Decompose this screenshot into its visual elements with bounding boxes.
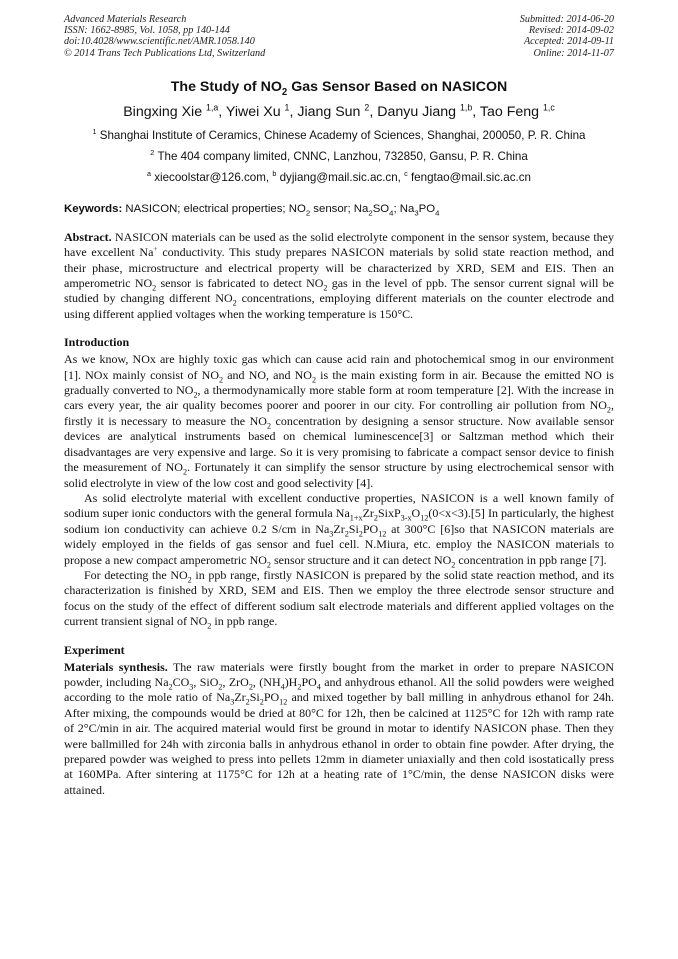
title-text-end: Gas Sensor Based on NASICON bbox=[287, 78, 508, 95]
subscript: 2 bbox=[266, 421, 272, 431]
subscript: 2 bbox=[219, 375, 224, 385]
text-run: NASICON; electrical properties; NO bbox=[122, 202, 306, 215]
text-run: in ppb range. bbox=[211, 614, 278, 629]
affiliation-1 bbox=[64, 128, 614, 143]
subscript: 2 bbox=[305, 208, 311, 218]
author-affiliation-mark: 1,a bbox=[206, 102, 219, 113]
text-run: O bbox=[411, 506, 421, 521]
email-mark: a bbox=[147, 168, 151, 178]
experiment-heading: Experiment bbox=[64, 642, 125, 657]
subscript: 3 bbox=[230, 697, 235, 707]
text-run: CO bbox=[172, 674, 190, 689]
author-affiliation-mark: 2 bbox=[364, 102, 370, 113]
email-link[interactable]: xiecoolstar@126.com bbox=[154, 170, 266, 184]
author-name: Yiwei Xu bbox=[225, 103, 281, 120]
author-list: Bingxing Xie $^{1,a}$, Yiwei Xu $^1$, Jiang Sun $^2$, Danyu Jiang $^{1,b}$, Tao Feng $^{1,c}$ bbox=[123, 102, 555, 120]
subscript: 2 bbox=[451, 559, 456, 569]
subscript: 1+x bbox=[349, 513, 363, 523]
subscript: 2 bbox=[311, 375, 317, 385]
subscript: 2 bbox=[323, 283, 328, 293]
journal-header bbox=[64, 14, 614, 59]
journal-issn: ISSN: 1662-8985, Vol. 1058, pp 140-144 bbox=[64, 25, 230, 37]
text-run: and mixed together by ball milling in anhydrous ethanol for 24h. After mixing, the compounds would be dried at 80°C for 12h, then be calcined at 1125°C for 12h with ramp rate of 2°C/min in air. The acquired material would first be ground in motar to identify NASICON phase. Then they were ballmilled for 24h with zirconia balls in anhydrous ethanol in order to obtain fine powder. After drying, the prepared powder was weighed to press into pellets 12mm in diameter uniaxially and then cold isostatically press at 160MPa. After sintering at 1175°C for 12h at a heating rate of 1°C/min, the dense NASICON disks were attained. bbox=[64, 690, 614, 797]
text-run: As solid electrolyte material with excellent conductive properties, NASICON is a well known family of sodium super ionic conductors with the general formula Na bbox=[64, 490, 614, 521]
paper-page bbox=[64, 14, 614, 798]
text-run: )H bbox=[284, 674, 298, 689]
subscript: 3 bbox=[189, 682, 194, 692]
text-run: and anhydrous ethanol. All the solid powders were weighed according to the mole ratio of Na bbox=[64, 674, 614, 705]
abstract-text bbox=[64, 230, 614, 321]
subscript: 12 bbox=[420, 513, 429, 523]
superscript: + bbox=[153, 244, 158, 254]
text-run: Si bbox=[249, 690, 260, 705]
materials-synthesis-paragraph bbox=[64, 660, 614, 799]
affiliation-2 bbox=[64, 149, 614, 164]
subscript: 3 bbox=[329, 529, 334, 539]
author-name: Danyu Jiang bbox=[377, 103, 457, 120]
subscript: 2 bbox=[373, 513, 378, 523]
intro-paragraph-1 bbox=[64, 352, 614, 491]
materials-synthesis-label: Materials synthesis. bbox=[64, 659, 168, 674]
text-run: , ZrO bbox=[222, 674, 249, 689]
text-run: ; Na bbox=[393, 202, 415, 215]
introduction-heading: Introduction bbox=[64, 335, 130, 350]
text-run: at 300°C [6]so that NASICON materials are widely employed in the fields of gas sensor and fuel cell. N.Miura, etc. employ the NASICON materials to propose a new compact amperometric NO bbox=[64, 521, 614, 567]
text-run: , firstly it is necessary to measure the NO bbox=[64, 398, 614, 428]
journal-doi: doi:10.4028/www.scientific.net/AMR.1058.140 bbox=[64, 36, 255, 48]
subscript: 2 bbox=[266, 559, 271, 569]
submission-dates bbox=[520, 14, 614, 59]
text-run: conductivity. This study prepares NASICON materials by solid state reaction method, and their phase, microstructure and electrical property will be characterized by XRD, SEM and EIS. Then an amperometric NO bbox=[64, 245, 614, 291]
email-link[interactable]: fengtao@mail.sic.ac.cn bbox=[410, 170, 531, 184]
email-mark: b bbox=[272, 168, 277, 178]
subscript: 2 bbox=[259, 697, 264, 707]
subscript: 2 bbox=[152, 283, 157, 293]
text-run: concentration by designing a sensor structure. Now available sensor devices are analytical instruments based on chemical luminescence[3] or Saltzman method which their disadvantages are very expensive and large. So it is very promising to fabricate a compact sensor device to finish the measurement of NO bbox=[64, 413, 614, 475]
text-run: sensor structure and it can detect NO bbox=[271, 552, 452, 567]
subscript: 4 bbox=[435, 208, 440, 218]
text-run: SixP bbox=[377, 506, 401, 521]
subscript: 2 bbox=[207, 621, 212, 631]
text-run: concentrations, employing different materials on the counter electrode and using different applied voltages when the working temperature is 150°C. bbox=[64, 291, 614, 321]
subscript: 2 bbox=[344, 529, 349, 539]
text-run: Si bbox=[348, 521, 359, 536]
author-affiliation-mark: 1 bbox=[284, 102, 290, 113]
text-run: concentration in ppb range [7]. bbox=[455, 552, 607, 567]
subscript: 2 bbox=[245, 697, 250, 707]
text-run: , SiO bbox=[193, 674, 219, 689]
subscript: 2 bbox=[187, 575, 192, 585]
abstract bbox=[64, 230, 614, 322]
text-run: in ppb range, firstly NASICON is prepared by the solid state reaction method, and its characterization is finished by XRD, SEM and EIS. Then we employ the three electrode sensor structure and focus on the study of the effect of different sodium salt electrode materials and different applied voltages on the current transient signal of NO bbox=[64, 567, 614, 629]
text-run: The raw materials were firstly bought from the market in order to prepare NASICON powder, including Na bbox=[64, 659, 614, 689]
text-run: PO bbox=[418, 202, 436, 215]
text-run: , (NH bbox=[252, 674, 281, 689]
author-affiliation-mark: 1,c bbox=[543, 102, 555, 113]
email-link[interactable]: dyjiang@mail.sic.ac.cn bbox=[279, 170, 398, 184]
author-name: Tao Feng bbox=[479, 103, 540, 120]
title-subscript: 2 bbox=[281, 86, 288, 98]
journal-name: Advanced Materials Research bbox=[64, 14, 187, 25]
subscript: 2 bbox=[218, 682, 223, 692]
text-run: . Fortunately it can simplify the sensor structure by using electrochemical sensor with solid electrolyte in view of the low cost and good selectivity [4]. bbox=[64, 460, 615, 490]
subscript: 2 bbox=[358, 529, 363, 539]
text-run: SO bbox=[372, 202, 390, 215]
keywords bbox=[64, 202, 614, 218]
subscript: 2 bbox=[182, 467, 188, 477]
author-emails: $^a$ xiecoolstar@126.com, $^b$ dyjiang@mail.sic.ac.cn, $^c$ fengtao@mail.sic.ac.cn bbox=[147, 168, 531, 184]
title-text: The Study of NO bbox=[170, 78, 282, 95]
subscript: 12 bbox=[378, 529, 387, 539]
text-run: PO bbox=[301, 674, 317, 689]
intro-paragraph-2 bbox=[64, 491, 614, 568]
text-run: Zr bbox=[362, 506, 374, 521]
text-run: and NO, and NO bbox=[223, 367, 312, 382]
text-run: (0<x<3).[5] In particularly, the highest sodium ion conductivity can achieve 0.2 S/cm in Na bbox=[64, 506, 614, 536]
subscript: 2 bbox=[248, 682, 253, 692]
date-revised: Revised: 2014-09-02 bbox=[528, 25, 614, 37]
journal-copyright: © 2014 Trans Tech Publications Ltd, Switzerland bbox=[64, 47, 266, 59]
subscript: 12 bbox=[279, 697, 288, 707]
date-submitted: Submitted: 2014-06-20 bbox=[519, 14, 614, 25]
subscript: 2 bbox=[232, 298, 237, 308]
subscript: 2 bbox=[606, 405, 611, 415]
date-accepted: Accepted: 2014-09-11 bbox=[523, 36, 614, 48]
affiliation-mark: 2 bbox=[150, 147, 155, 157]
affiliation-text: The 404 company limited, CNNC, Lanzhou, 732850, Gansu, P. R. China bbox=[157, 149, 528, 163]
author-name: Bingxing Xie bbox=[123, 103, 203, 120]
materials-synthesis-text bbox=[64, 660, 614, 797]
subscript: 2 bbox=[297, 682, 302, 692]
subscript: 4 bbox=[280, 682, 285, 692]
text-run: sensor is fabricated to detect NO bbox=[156, 276, 324, 291]
text-run: Zr bbox=[234, 690, 246, 705]
subscript: 2 bbox=[193, 390, 198, 400]
author-affiliation-mark: 1,b bbox=[460, 102, 473, 113]
text-run: sensor; Na bbox=[310, 202, 369, 215]
text-run: , a thermodynamically more stable form at room temperature [2]. With the increase in cars every year, the air quality becomes poorer and poorer in our city. For controlling air pollution from NO bbox=[64, 383, 615, 413]
text-run: gas in the level of ppb. The sensor current signal will be studied by changing different NO bbox=[64, 276, 614, 306]
subscript: 4 bbox=[389, 208, 394, 218]
affiliation-mark: 1 bbox=[92, 126, 97, 136]
text-run: NASICON materials can be used as the solid electrolyte component in the sensor system, because they have excellent Na bbox=[64, 229, 614, 260]
abstract-label: Abstract. bbox=[64, 229, 112, 244]
intro-paragraph-3 bbox=[64, 568, 614, 630]
text-run: PO bbox=[362, 521, 379, 536]
text-run: For detecting the NO bbox=[84, 567, 188, 582]
keywords-label: Keywords: bbox=[64, 202, 123, 215]
journal-info bbox=[64, 14, 265, 59]
paper-title bbox=[64, 78, 614, 98]
subscript: 2 bbox=[368, 208, 373, 218]
text-run: PO bbox=[263, 690, 280, 705]
subscript: 3-x bbox=[400, 513, 412, 523]
text-run: As we know, NOx are highly toxic gas which can cause acid rain and photochemical smog in our environment [1]. NOx mainly consist of NO bbox=[64, 352, 614, 382]
author-name: Jiang Sun bbox=[297, 103, 361, 120]
text-run: Zr bbox=[333, 521, 345, 536]
subscript: 3 bbox=[414, 208, 419, 218]
keywords-text bbox=[122, 202, 440, 218]
subscript: 2 bbox=[168, 682, 173, 692]
affiliation-text: Shanghai Institute of Ceramics, Chinese Academy of Sciences, Shanghai, 200050, P. R. China bbox=[99, 128, 586, 142]
subscript: 4 bbox=[316, 682, 321, 692]
text-run: is the main existing form in air. Because the emitted NO is gradually converted to NO bbox=[64, 367, 614, 398]
date-online: Online: 2014-11-07 bbox=[533, 47, 614, 59]
email-mark: c bbox=[404, 168, 408, 178]
